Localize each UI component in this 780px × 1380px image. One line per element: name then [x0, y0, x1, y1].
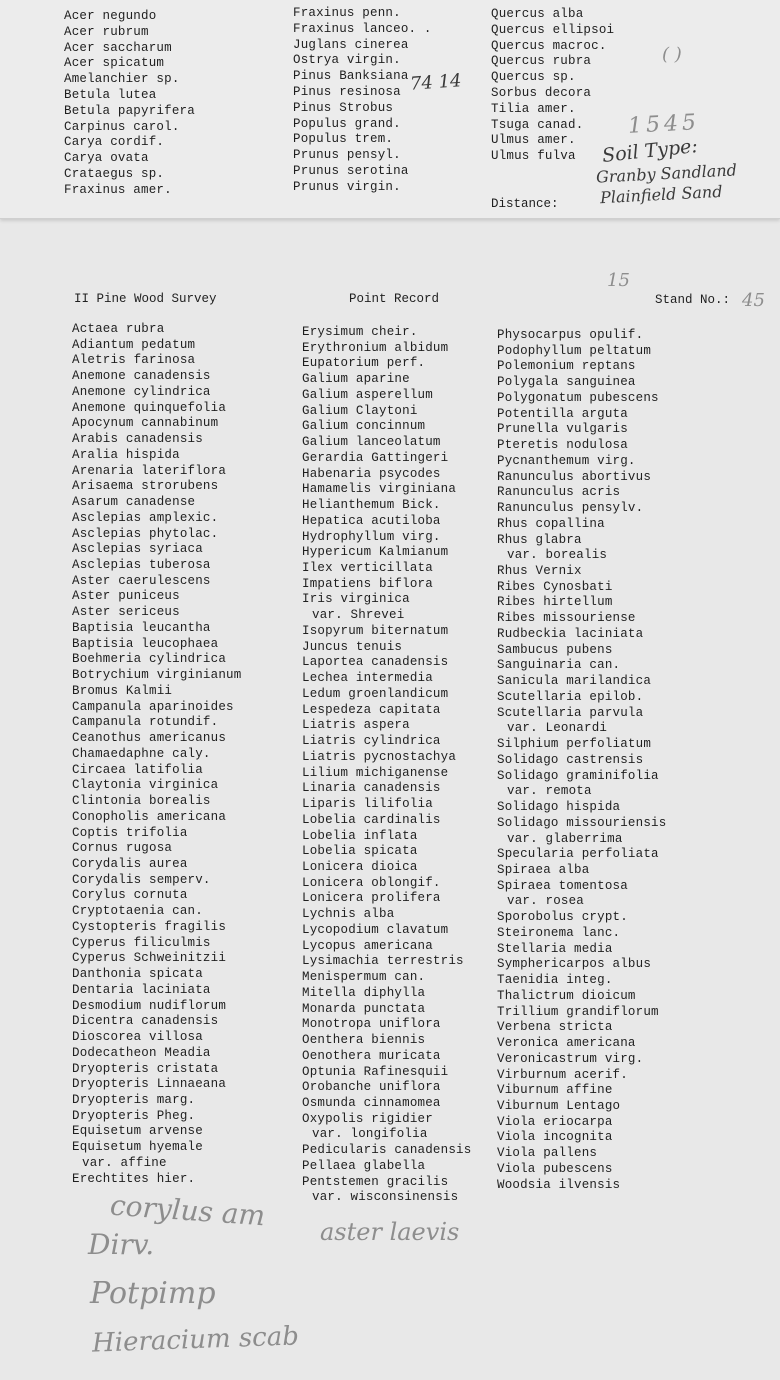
species-item: Corydalis aurea — [72, 856, 188, 871]
tree-list-column-1 — [64, 9, 195, 199]
species-item: Lobelia spicata — [302, 844, 418, 859]
tree-species-item: Fraxinus amer. — [64, 182, 172, 197]
species-item: Sporobolus crypt. — [497, 910, 628, 925]
species-item: Rhus glabra — [497, 532, 582, 547]
handwritten-note-4: Hieracium scab — [91, 1321, 300, 1359]
species-item: Dicentra canadensis — [72, 1014, 219, 1029]
species-item: Lobelia cardinalis — [302, 812, 441, 827]
species-item: Dryopteris cristata — [72, 1061, 219, 1076]
species-item: Isopyrum biternatum — [302, 623, 449, 638]
species-item: Spiraea tomentosa — [497, 878, 628, 893]
tree-species-item: Crataegus sp. — [64, 166, 165, 181]
species-item: Ribes Cynosbati — [497, 579, 613, 594]
species-item: Liatris aspera — [302, 718, 410, 733]
tree-species-item: Acer spicatum — [64, 56, 165, 71]
species-item: Menispermum can. — [302, 970, 426, 985]
species-item: Lycopodium clavatum — [302, 922, 449, 937]
species-item: Hypericum Kalmianum — [302, 545, 449, 560]
species-item: Bromus Kalmii — [72, 683, 173, 698]
species-item: Asclepias tuberosa — [72, 558, 211, 573]
species-item: Equisetum hyemale — [72, 1140, 203, 1155]
species-item: Botrychium virginianum — [72, 668, 242, 683]
species-item: Arenaria lateriflora — [72, 463, 227, 478]
tree-species-item: Quercus ellipsoi — [491, 22, 615, 37]
species-item: Osmunda cinnamomea — [302, 1095, 441, 1110]
species-item: var. Leonardi — [507, 721, 608, 736]
tree-species-item: Quercus sp. — [491, 70, 576, 85]
species-item: Lychnis alba — [302, 907, 395, 922]
tree-species-item: Betula lutea — [64, 87, 157, 102]
species-item: Dioscorea villosa — [72, 1030, 203, 1045]
species-item: Iris virginica — [302, 592, 410, 607]
species-item: Galium lanceolatum — [302, 435, 441, 450]
species-item: Lysimachia terrestris — [302, 954, 464, 969]
species-item: Rudbeckia laciniata — [497, 626, 644, 641]
species-item: Apocynum cannabinum — [72, 416, 219, 431]
species-item: Rhus Vernix — [497, 564, 582, 579]
species-item: Linaria canadensis — [302, 781, 441, 796]
species-item: Baptisia leucophaea — [72, 636, 219, 651]
species-item: Equisetum arvense — [72, 1124, 203, 1139]
species-item: Pteretis nodulosa — [497, 438, 628, 453]
species-item: Polygala sanguinea — [497, 375, 636, 390]
species-item: Hamamelis virginiana — [302, 482, 457, 497]
species-item: Galium Claytoni — [302, 403, 418, 418]
distance-label: Distance: — [491, 197, 559, 211]
species-item: Woodsia ilvensis — [497, 1177, 621, 1192]
species-item: Viola pubescens — [497, 1161, 613, 1176]
species-item: Ranunculus pensylv. — [497, 501, 644, 516]
species-item: Thalictrum dioicum — [497, 988, 636, 1003]
tree-species-item: Carya ovata — [64, 151, 149, 166]
tree-species-item: Quercus alba — [491, 7, 584, 21]
species-item: Sambucus pubens — [497, 642, 613, 657]
species-item: Chamaedaphne caly. — [72, 746, 211, 761]
species-item: Oxypolis rigidier — [302, 1111, 433, 1126]
species-item: Veronica americana — [497, 1036, 636, 1051]
handwritten-note-3: Potpimp — [90, 1276, 216, 1311]
species-item: Laportea canadensis — [302, 655, 449, 670]
species-item: Dryopteris Pheg. — [72, 1108, 196, 1123]
survey-title: II Pine Wood Survey — [74, 292, 217, 306]
species-item: Trillium grandiflorum — [497, 1004, 659, 1019]
tree-species-item: Fraxinus penn. — [293, 6, 401, 20]
species-item: Boehmeria cylindrica — [72, 652, 227, 667]
tree-species-item: Prunus virgin. — [293, 179, 401, 194]
species-item: Conopholis americana — [72, 809, 227, 824]
species-item: Oenthera biennis — [302, 1033, 426, 1048]
record-type: Point Record — [349, 292, 440, 306]
species-item: Solidago missouriensis — [497, 815, 667, 830]
species-item: Juncus tenuis — [302, 639, 403, 654]
species-item: Anemone quinquefolia — [72, 400, 227, 415]
tree-species-item: Juglans cinerea — [293, 37, 409, 52]
tree-species-item: Ulmus amer. — [491, 133, 576, 148]
species-item: Corydalis semperv. — [72, 872, 211, 887]
tree-species-item: Tilia amer. — [491, 101, 576, 116]
species-item: Anemone canadensis — [72, 369, 211, 384]
tree-species-item: Sorbus decora — [491, 85, 592, 100]
species-item: Silphium perfoliatum — [497, 737, 652, 752]
tree-species-item: Prunus serotina — [293, 163, 409, 178]
species-item: Asarum canadense — [72, 495, 196, 510]
species-item: Solidago graminifolia — [497, 768, 659, 783]
species-item: Pentstemen gracilis — [302, 1174, 449, 1189]
species-item: Monarda punctata — [302, 1001, 426, 1016]
species-item: Viburnum affine — [497, 1083, 613, 1098]
species-item: Coptis trifolia — [72, 825, 188, 840]
tree-species-item: Tsuga canad. — [491, 117, 584, 132]
tree-list-column-3 — [491, 7, 614, 165]
species-item: Anemone cylindrica — [72, 384, 211, 399]
species-item: Sanicula marilandica — [497, 674, 652, 689]
species-item: Dodecatheon Meadia — [72, 1045, 211, 1060]
stand-number-label: Stand No.: — [655, 293, 731, 307]
tree-species-item: Carpinus carol. — [64, 119, 180, 134]
species-item: Campanula aparinoides — [72, 699, 234, 714]
species-item: Desmodium nudiflorum — [72, 998, 227, 1013]
tree-list-column-2 — [293, 6, 432, 196]
species-item: Steironema lanc. — [497, 925, 621, 940]
species-item: Aralia hispida — [72, 447, 180, 462]
species-item: Aletris farinosa — [72, 353, 196, 368]
species-item: Eupatorium perf. — [302, 356, 426, 371]
stand-extra-number: 15 — [607, 270, 630, 291]
species-item: Dryopteris marg. — [72, 1092, 196, 1107]
tree-species-item: Betula papyrifera — [64, 103, 195, 118]
species-item: var. wisconsinensis — [312, 1190, 459, 1205]
species-item: Galium aparine — [302, 372, 410, 387]
species-item: Lycopus americana — [302, 938, 433, 953]
species-item: Physocarpus opulif. — [497, 328, 644, 342]
species-item: Lechea intermedia — [302, 671, 433, 686]
tree-species-item: Acer rubrum — [64, 24, 149, 39]
species-item: var. remota — [507, 784, 592, 799]
species-item: Clintonia borealis — [72, 794, 211, 809]
species-item: Mitella diphylla — [302, 985, 426, 1000]
species-item: Impatiens biflora — [302, 576, 433, 591]
species-item: Dryopteris Linnaeana — [72, 1077, 227, 1092]
tree-species-item: Populus grand. — [293, 116, 401, 131]
species-item: var. rosea — [507, 894, 585, 909]
species-item: Ranunculus acris — [497, 485, 621, 500]
species-item: Gerardia Gattingeri — [302, 450, 449, 465]
species-item: Cyperus filiculmis — [72, 935, 211, 950]
tree-species-item: Acer negundo — [64, 9, 157, 23]
species-item: Sanguinaria can. — [497, 658, 621, 673]
species-item: Symphericarpos albus — [497, 957, 652, 972]
species-item: Baptisia leucantha — [72, 620, 211, 635]
species-item: Polemonium reptans — [497, 359, 636, 374]
species-item: Monotropa uniflora — [302, 1017, 441, 1032]
species-item: Scutellaria parvula — [497, 705, 644, 720]
species-item: Lespedeza capitata — [302, 702, 441, 717]
species-item: Aster caerulescens — [72, 573, 211, 588]
species-item: Lonicera prolifera — [302, 891, 441, 906]
species-item: var. affine — [82, 1155, 167, 1170]
species-item: Ribes hirtellum — [497, 595, 613, 610]
species-item: Viola incognita — [497, 1130, 613, 1145]
species-item: Claytonia virginica — [72, 778, 219, 793]
pinus-handwritten-numbers: 74 14 — [409, 70, 463, 95]
species-item: Galium concinnum — [302, 419, 426, 434]
species-item: Lilium michiganense — [302, 765, 449, 780]
species-column-2 — [302, 325, 471, 1206]
species-item: Campanula rotundif. — [72, 715, 219, 730]
species-item: Asclepias amplexic. — [72, 510, 219, 525]
species-item: Virburnum acerif. — [497, 1067, 628, 1082]
species-item: Cyperus Schweinitzii — [72, 951, 227, 966]
tree-species-item: Pinus Banksiana — [293, 69, 409, 84]
tree-species-item: Pinus resinosa — [293, 84, 401, 99]
species-item: Cryptotaenia can. — [72, 904, 203, 919]
species-item: Asclepias syriaca — [72, 542, 203, 557]
species-item: Lobelia inflata — [302, 828, 418, 843]
species-item: Ilex verticillata — [302, 561, 433, 576]
species-column-3 — [497, 328, 666, 1193]
tree-species-item: Ulmus fulva — [491, 149, 576, 164]
tree-species-item: Fraxinus lanceo. . — [293, 21, 432, 36]
handwritten-note-5: aster laevis — [320, 1218, 460, 1246]
species-item: Liatris pycnostachya — [302, 749, 457, 764]
soil-type-value-1: Granby Sandland — [595, 160, 738, 187]
tree-species-strip — [0, 0, 780, 219]
species-item: Cystopteris fragilis — [72, 919, 227, 934]
species-item: Galium asperellum — [302, 387, 433, 402]
species-item: Potentilla arguta — [497, 406, 628, 421]
handwritten-bracket: ( ) — [662, 44, 682, 65]
species-item: Taenidia integ. — [497, 973, 613, 988]
species-item: Orobanche uniflora — [302, 1080, 441, 1095]
species-item: Rhus copallina — [497, 516, 605, 531]
species-item: Hydrophyllum virg. — [302, 529, 441, 544]
species-item: Ledum groenlandicum — [302, 686, 449, 701]
species-item: Pedicularis canadensis — [302, 1143, 472, 1158]
species-item: Pellaea glabella — [302, 1158, 426, 1173]
tree-species-item: Pinus Strobus — [293, 100, 394, 115]
species-item: Oenothera muricata — [302, 1048, 441, 1063]
soil-type-label: Soil Type: — [601, 135, 699, 167]
species-item: Arabis canadensis — [72, 432, 203, 447]
tree-species-item: Populus trem. — [293, 132, 394, 147]
tree-species-item: Quercus macroc. — [491, 38, 607, 53]
species-item: var. borealis — [507, 548, 608, 563]
species-item: Cornus rugosa — [72, 841, 173, 856]
species-item: Ceanothus americanus — [72, 731, 227, 746]
species-item: Pycnanthemum virg. — [497, 453, 636, 468]
handwritten-note-2: Dirv. — [88, 1228, 155, 1261]
species-item: Dentaria laciniata — [72, 982, 211, 997]
species-item: Circaea latifolia — [72, 762, 203, 777]
species-item: Veronicastrum virg. — [497, 1051, 644, 1066]
species-item: Liatris cylindrica — [302, 734, 441, 749]
species-item: Danthonia spicata — [72, 967, 203, 982]
tree-species-item: Ostrya virgin. — [293, 53, 401, 68]
species-item: var. longifolia — [312, 1127, 428, 1142]
species-item: Actaea rubra — [72, 322, 165, 336]
species-item: Erythronium albidum — [302, 340, 449, 355]
species-item: Solidago hispida — [497, 800, 621, 815]
species-item: Aster puniceus — [72, 589, 180, 604]
species-item: Viola pallens — [497, 1146, 598, 1161]
species-item: Corylus cornuta — [72, 888, 188, 903]
species-item: Solidago castrensis — [497, 752, 644, 767]
species-item: Helianthemum Bick. — [302, 498, 441, 513]
species-item: Erechtites hier. — [72, 1171, 196, 1186]
tree-species-item: Carya cordif. — [64, 135, 165, 150]
species-item: Verbena stricta — [497, 1020, 613, 1035]
species-item: Ranunculus abortivus — [497, 469, 652, 484]
species-column-1 — [72, 322, 241, 1187]
species-item: Arisaema strorubens — [72, 479, 219, 494]
handwritten-number: 1545 — [627, 110, 701, 139]
species-item: Viburnum Lentago — [497, 1098, 621, 1113]
species-item: var. glaberrima — [507, 831, 623, 846]
species-item: Prunella vulgaris — [497, 422, 628, 437]
species-item: var. Shrevei — [312, 608, 405, 623]
species-item: Polygonatum pubescens — [497, 390, 659, 405]
soil-type-value-2: Plainfield Sand — [599, 181, 723, 208]
species-item: Liparis lilifolia — [302, 797, 433, 812]
tree-species-item: Quercus rubra — [491, 54, 592, 69]
species-item: Viola eriocarpa — [497, 1114, 613, 1129]
stand-number-value: 45 — [742, 290, 765, 311]
species-item: Scutellaria epilob. — [497, 689, 644, 704]
handwritten-note-1: corylus am — [109, 1188, 267, 1233]
tree-species-item: Acer saccharum — [64, 40, 172, 55]
species-item: Hepatica acutiloba — [302, 513, 441, 528]
species-item: Optunia Rafinesquii — [302, 1064, 449, 1079]
species-item: Lonicera oblongif. — [302, 875, 441, 890]
species-item: Spiraea alba — [497, 862, 590, 877]
tree-species-item: Amelanchier sp. — [64, 72, 180, 87]
tree-species-item: Prunus pensyl. — [293, 148, 401, 163]
species-item: Lonicera dioica — [302, 859, 418, 874]
species-item: Aster sericeus — [72, 605, 180, 620]
species-item: Adiantum pedatum — [72, 337, 196, 352]
species-item: Podophyllum peltatum — [497, 343, 652, 358]
species-item: Ribes missouriense — [497, 611, 636, 626]
species-item: Erysimum cheir. — [302, 325, 418, 339]
species-item: Stellaria media — [497, 941, 613, 956]
species-item: Asclepias phytolac. — [72, 526, 219, 541]
species-item: Habenaria psycodes — [302, 466, 441, 481]
species-item: Specularia perfoliata — [497, 847, 659, 862]
